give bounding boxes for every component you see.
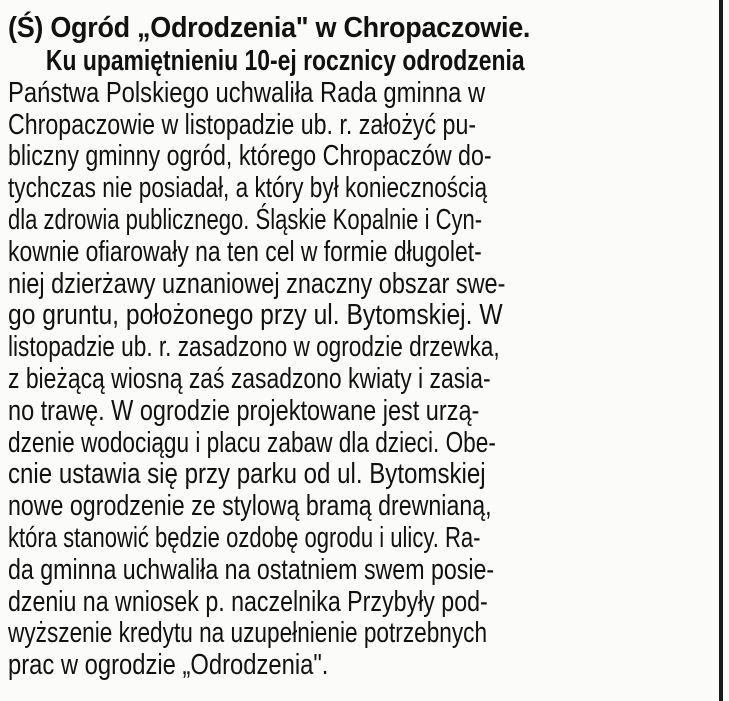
article-headline: (Ś) Ogród „Odrodzenia" w Chropaczowie. bbox=[8, 12, 531, 44]
article-line: wyższenie kredytu na uzupełnienie potrzebnych bbox=[8, 617, 488, 650]
article-line: kownie ofiarowały na ten cel w formie długolet- bbox=[8, 235, 482, 268]
article-line: dzenie wodociągu i placu zabaw dla dzieci. Obe- bbox=[8, 426, 496, 459]
article-line: Ku upamiętnieniu 10-ej rocznicy odrodzenia bbox=[45, 45, 525, 77]
article-line: no trawę. W ogrodzie projektowane jest urzą- bbox=[8, 394, 480, 427]
article-line: Chropaczowie w listopadzie ub. r. założyć pu- bbox=[8, 108, 477, 141]
article-line: dla zdrowia publicznego. Śląskie Kopalnie i Cyn- bbox=[8, 203, 483, 236]
article-line: dzeniu na wniosek p. naczelnika Przybyły pod- bbox=[8, 585, 488, 618]
article-line: Państwa Polskiego uchwaliła Rada gminna w bbox=[8, 76, 486, 109]
column-rule bbox=[719, 0, 723, 701]
article-line: z bieżącą wiosną zaś zasadzono kwiaty i zasia- bbox=[8, 362, 491, 395]
article-line: nowe ogrodzenie ze stylową bramą drewnianą, bbox=[8, 490, 492, 523]
article-line: prac w ogrodzie „Odrodzenia". bbox=[8, 649, 329, 682]
article-line: go gruntu, położonego przy ul. Bytomskiej. W bbox=[8, 299, 503, 332]
article-line: tychczas nie posiadał, a który był koniecznością bbox=[8, 172, 488, 205]
article-line: bliczny gminny ogród, którego Chropaczów do- bbox=[8, 140, 492, 173]
article-line: da gminna uchwaliła na ostatniem swem posie- bbox=[8, 553, 495, 586]
article-line: niej dzierżawy uznaniowej znaczny obszar swe- bbox=[8, 267, 506, 300]
article-line: cnie ustawia się przy parku od ul. Bytomskiej bbox=[8, 458, 486, 491]
article-line: która stanowić będzie ozdobę ogrodu i ulicy. Ra- bbox=[8, 521, 481, 554]
article-line: listopadzie ub. r. zasadzono w ogrodzie drzewka, bbox=[8, 331, 500, 364]
article bbox=[8, 10, 718, 682]
